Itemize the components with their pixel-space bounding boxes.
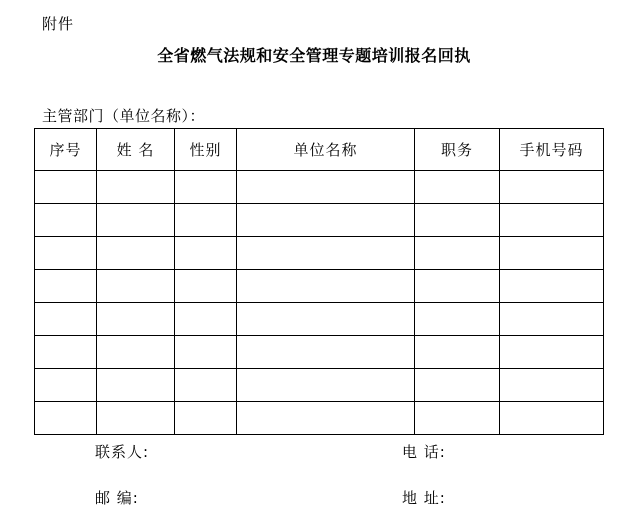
attachment-label: 附件 <box>42 15 75 33</box>
cell-unit-name[interactable] <box>237 369 415 402</box>
cell-position[interactable] <box>415 369 500 402</box>
cell-position[interactable] <box>415 270 500 303</box>
cell-unit-name[interactable] <box>237 204 415 237</box>
phone-label: 电 话: <box>402 443 446 461</box>
postcode-label: 邮 编: <box>95 489 139 507</box>
cell-mobile-number[interactable] <box>500 270 604 303</box>
cell-name[interactable] <box>97 303 175 336</box>
cell-serial-number[interactable] <box>35 369 97 402</box>
cell-serial-number[interactable] <box>35 237 97 270</box>
cell-mobile-number[interactable] <box>500 336 604 369</box>
cell-name[interactable] <box>97 171 175 204</box>
cell-unit-name[interactable] <box>237 237 415 270</box>
cell-position[interactable] <box>415 171 500 204</box>
cell-serial-number[interactable] <box>35 303 97 336</box>
cell-gender[interactable] <box>175 336 237 369</box>
cell-mobile-number[interactable] <box>500 402 604 435</box>
table-row <box>35 270 604 303</box>
cell-name[interactable] <box>97 237 175 270</box>
header-position: 职务 <box>415 129 500 171</box>
contact-person-label: 联系人: <box>95 443 150 461</box>
table-row <box>35 237 604 270</box>
cell-unit-name[interactable] <box>237 402 415 435</box>
cell-mobile-number[interactable] <box>500 237 604 270</box>
cell-serial-number[interactable] <box>35 336 97 369</box>
department-label: 主管部门（单位名称）： <box>42 107 206 125</box>
cell-gender[interactable] <box>175 270 237 303</box>
cell-name[interactable] <box>97 336 175 369</box>
cell-position[interactable] <box>415 303 500 336</box>
cell-serial-number[interactable] <box>35 204 97 237</box>
header-gender: 性别 <box>175 129 237 171</box>
cell-mobile-number[interactable] <box>500 171 604 204</box>
registration-table <box>34 128 604 435</box>
address-label: 地 址: <box>402 489 446 507</box>
cell-gender[interactable] <box>175 402 237 435</box>
cell-unit-name[interactable] <box>237 171 415 204</box>
table-header-row <box>35 129 604 171</box>
cell-name[interactable] <box>97 204 175 237</box>
cell-unit-name[interactable] <box>237 270 415 303</box>
header-name: 姓 名 <box>97 129 175 171</box>
cell-gender[interactable] <box>175 303 237 336</box>
cell-unit-name[interactable] <box>237 336 415 369</box>
cell-mobile-number[interactable] <box>500 204 604 237</box>
cell-serial-number[interactable] <box>35 402 97 435</box>
table-row <box>35 369 604 402</box>
header-serial-number: 序号 <box>35 129 97 171</box>
cell-mobile-number[interactable] <box>500 369 604 402</box>
cell-unit-name[interactable] <box>237 303 415 336</box>
cell-position[interactable] <box>415 336 500 369</box>
cell-position[interactable] <box>415 237 500 270</box>
cell-mobile-number[interactable] <box>500 303 604 336</box>
cell-serial-number[interactable] <box>35 171 97 204</box>
cell-gender[interactable] <box>175 237 237 270</box>
cell-position[interactable] <box>415 402 500 435</box>
cell-gender[interactable] <box>175 171 237 204</box>
table-row <box>35 402 604 435</box>
cell-gender[interactable] <box>175 369 237 402</box>
cell-gender[interactable] <box>175 204 237 237</box>
document-title: 全省燃气法规和安全管理专题培训报名回执 <box>157 46 471 65</box>
table-body <box>35 171 604 435</box>
cell-name[interactable] <box>97 369 175 402</box>
table-row <box>35 336 604 369</box>
cell-position[interactable] <box>415 204 500 237</box>
cell-name[interactable] <box>97 402 175 435</box>
cell-name[interactable] <box>97 270 175 303</box>
table-row <box>35 204 604 237</box>
table-row <box>35 303 604 336</box>
header-unit-name: 单位名称 <box>237 129 415 171</box>
cell-serial-number[interactable] <box>35 270 97 303</box>
table-row <box>35 171 604 204</box>
header-mobile-number: 手机号码 <box>500 129 604 171</box>
